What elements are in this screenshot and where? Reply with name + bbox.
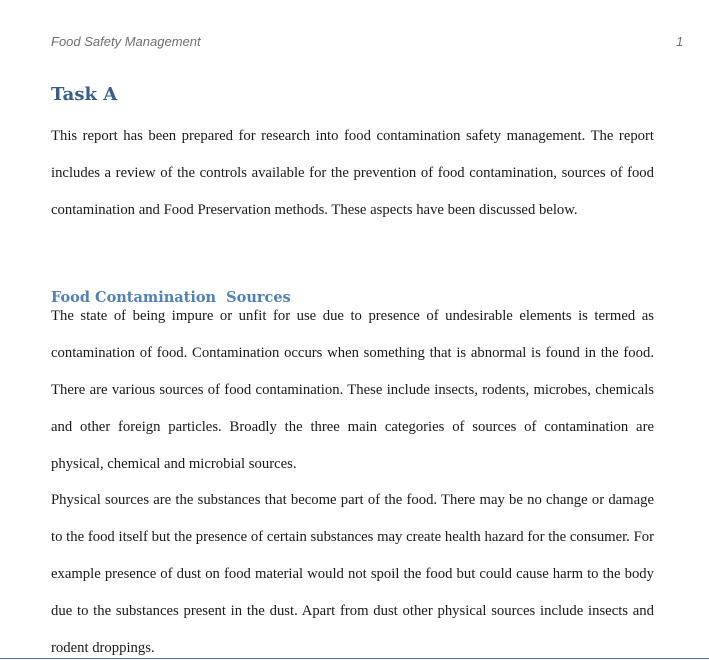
page-number: 1 — [676, 34, 684, 49]
intro-paragraph: This report has been prepared for research into food contamination safety management. The report includes a review of the controls available for the prevention of food contamination, sources of food contamination and Food Preservation methods. These aspects have been discussed below. — [51, 128, 654, 218]
contamination-definition-paragraph: The state of being impure or unfit for use due to presence of undesirable elements is termed as contamination of food. Contamination occurs when something that is abnormal is found in the food. There are various sources of food contamination. These include insects, rodents, microbes, chemicals and other foreign particles. Broadly the three main categories of sources of contamination are physical, chemical and microbial sources. — [51, 308, 654, 472]
task-a-heading: Task A — [51, 84, 118, 105]
food-contamination-sources-heading: Food Contamination Sources — [51, 289, 291, 306]
running-header-title: Food Safety Management — [51, 34, 201, 49]
physical-sources-paragraph: Physical sources are the substances that become part of the food. There may be no change or damage to the food itself but the presence of certain substances may create health hazard for the consumer. For example presence of dust on food material would not spoil the food but could cause harm to the body due to the substances present in the dust. Apart from dust other physical sources include insects and rodent droppings. — [51, 492, 654, 656]
page-bottom-edge — [0, 658, 709, 659]
